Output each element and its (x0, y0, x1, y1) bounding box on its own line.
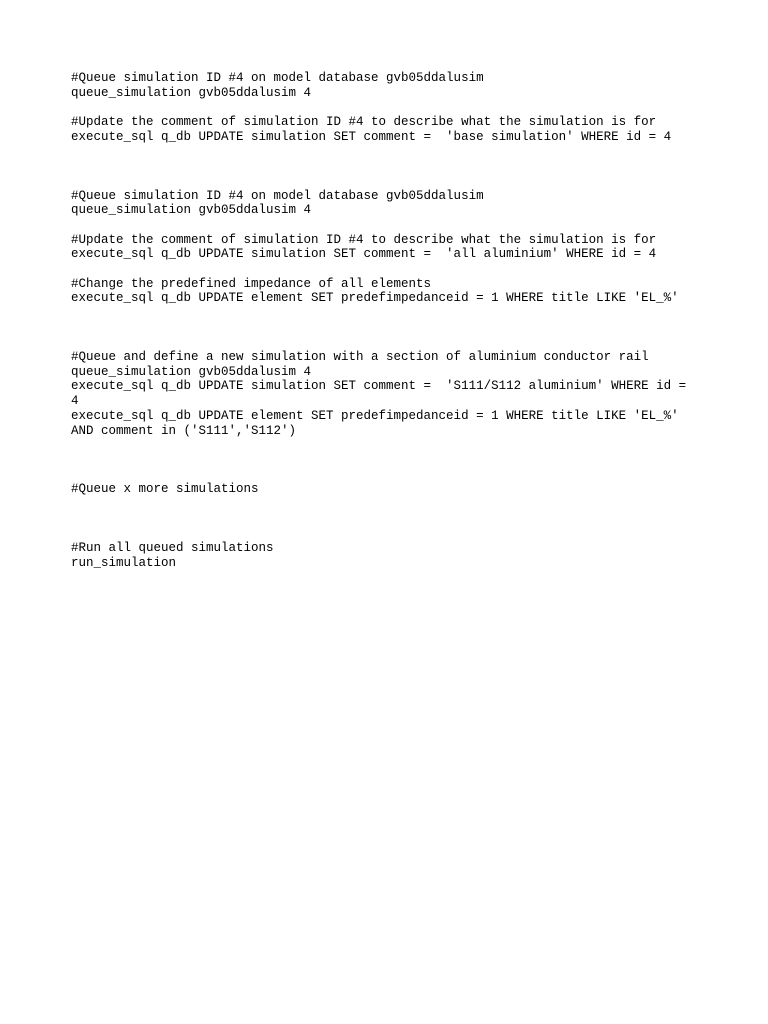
blank-line (71, 159, 711, 174)
command-line: queue_simulation gvb05ddalusim 4 (71, 85, 312, 100)
blank-line (71, 453, 711, 468)
document-page (71, 71, 711, 570)
comment-line: #Queue x more simulations (71, 482, 259, 497)
comment-line: #Update the comment of simulation ID #4 to describe what the simulation is for (71, 232, 657, 247)
blank-line (71, 100, 711, 115)
blank-line (71, 512, 711, 527)
command-line: execute_sql q_db UPDATE element SET predefimpedanceid = 1 WHERE title LIKE 'EL_%' (71, 408, 679, 423)
comment-line: #Queue simulation ID #4 on model database gvb05ddalusim (71, 188, 484, 203)
blank-line (71, 335, 711, 350)
blank-line (71, 526, 711, 541)
command-line: execute_sql q_db UPDATE simulation SET comment = 'all aluminium' WHERE id = 4 (71, 247, 657, 262)
blank-line (71, 438, 711, 453)
comment-line: #Queue and define a new simulation with a section of aluminium conductor rail (71, 350, 649, 365)
command-line: AND comment in ('S111','S112') (71, 423, 297, 438)
command-line: queue_simulation gvb05ddalusim 4 (71, 203, 312, 218)
blank-line (71, 218, 711, 233)
blank-line (71, 306, 711, 321)
comment-line: #Run all queued simulations (71, 541, 274, 555)
blank-line (71, 321, 711, 336)
blank-line (71, 262, 711, 277)
blank-line (71, 468, 711, 483)
command-line: 4 (71, 394, 79, 409)
comment-line: #Change the predefined impedance of all elements (71, 276, 432, 291)
command-line: execute_sql q_db UPDATE element SET predefimpedanceid = 1 WHERE title LIKE 'EL_%' (71, 291, 679, 306)
comment-line: #Queue simulation ID #4 on model database gvb05ddalusim (71, 71, 484, 85)
command-line: queue_simulation gvb05ddalusim 4 (71, 364, 312, 379)
command-line: run_simulation (71, 555, 177, 570)
blank-line (71, 174, 711, 189)
comment-line: #Update the comment of simulation ID #4 to describe what the simulation is for (71, 115, 657, 130)
command-line: execute_sql q_db UPDATE simulation SET comment = 'base simulation' WHERE id = 4 (71, 129, 672, 144)
command-line: execute_sql q_db UPDATE simulation SET comment = 'S111/S112 aluminium' WHERE id = (71, 379, 687, 394)
blank-line (71, 144, 711, 159)
blank-line (71, 497, 711, 512)
